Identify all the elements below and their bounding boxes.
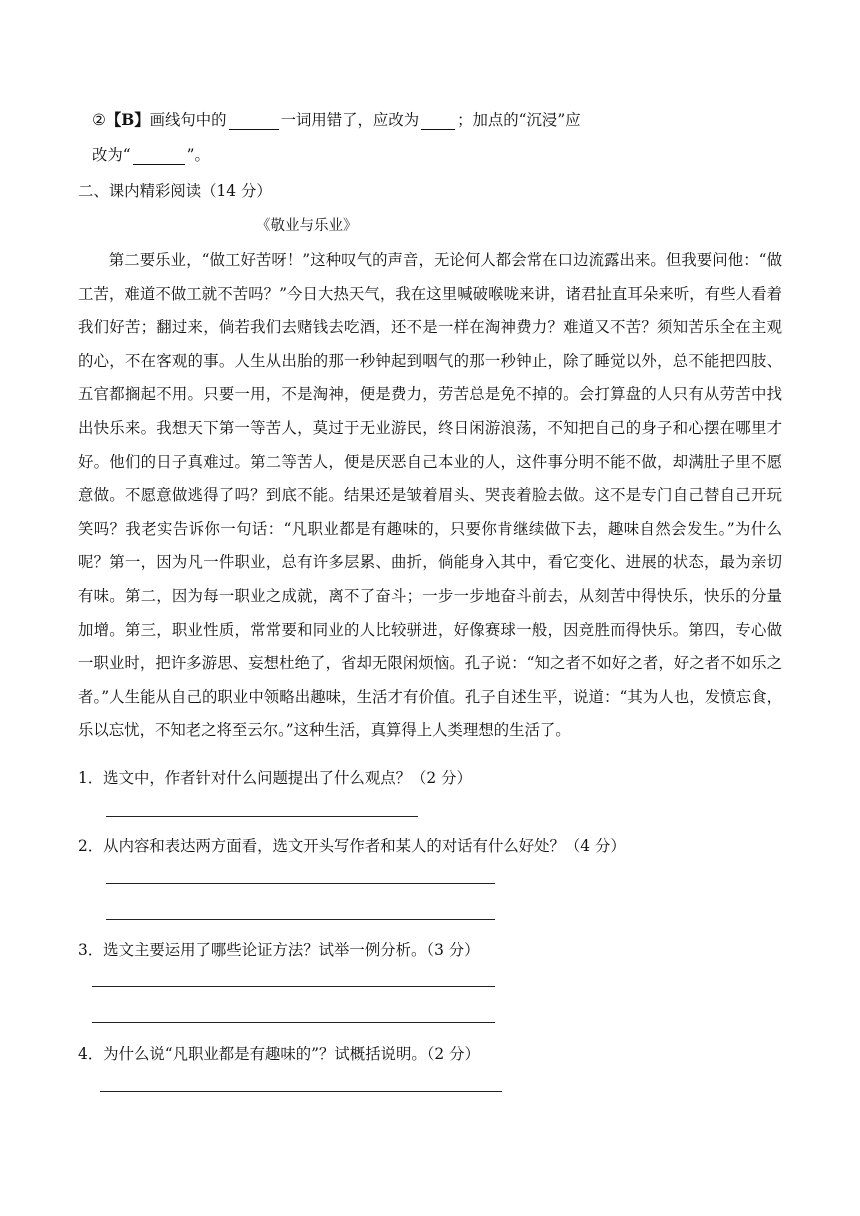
q2-line-2 (92, 143, 210, 165)
answer-line-q2-2[interactable] (106, 919, 495, 920)
question-2: 2．从内容和表达两方面看，选文开头写作者和某人的对话有什么好处？（4 分） (78, 837, 626, 855)
answer-line-q2-1[interactable] (106, 883, 495, 884)
q2-part2: 一词用错了，应改为 (280, 111, 420, 129)
q2-tag: 【B】 (105, 111, 150, 129)
answer-line-q1[interactable] (106, 816, 418, 817)
answer-line-q3-2[interactable] (92, 1022, 495, 1023)
answer-blank-2[interactable] (421, 113, 455, 130)
q2-line2-start: 改为“ (92, 146, 131, 164)
question-4: 4．为什么说“凡职业都是有趣味的”？试概括说明。（2 分） (78, 1045, 480, 1063)
q2-prefix: ② (92, 111, 106, 129)
answer-line-q4[interactable] (100, 1091, 502, 1092)
answer-blank-1[interactable] (229, 113, 279, 130)
q2-line2-end: ”。 (186, 146, 210, 164)
passage-title: 《敬业与乐业》 (256, 218, 358, 234)
question-1: 1．选文中，作者针对什么问题提出了什么观点？（2 分） (78, 769, 472, 787)
passage-body: 第二要乐业，“做工好苦呀！”这种叹气的声音，无论何人都会常在口边流露出来。但我要问他：“做工苦，难道不做工就不苦吗？”今日大热天气，我在这里喊破喉咙来讲，诸君扯直耳朵来听，有些人看着我们好苦；翻过来，倘若我们去赌钱去吃酒，还不是一样在淘神费力？难道又不苦？须知苦乐全在主观的心，不在客观的事。人生从出胎的那一秒钟起到咽气的那一秒钟止，除了睡觉以外，总不能把四肢、五官都搁起不用。只要一用，不是淘神，便是费力，劳苦总是免不掉的。会打算盘的人只有从劳苦中找出快乐来。我想天下第一等苦人，莫过于无业游民，终日闲游浪荡，不知把自己的身子和心摆在哪里才好。他们的日子真难过。第二等苦人，便是厌恶自己本业的人，这件事分明不能不做，却满肚子里不愿意做。不愿意做逃得了吗？到底不能。结果还是皱着眉头、哭丧着脸去做。这不是专门自己替自己开玩笑吗？我老实告诉你一句话：“凡职业都是有趣味的，只要你肯继续做下去，趣味自然会发生。”为什么呢？第一，因为凡一件职业，总有许多层累、曲折，倘能身入其中，看它变化、进展的状态，最为亲切有味。第二，因为每一职业之成就，离不了奋斗；一步一步地奋斗前去，从刻苦中得快乐，快乐的分量加增。第三，职业性质，常常要和同业的人比较骈进，好像赛球一般，因竞胜而得快乐。第四，专心做一职业时，把许多游思、妄想杜绝了，省却无限闲烦恼。孔子说：“知之者不如好之者，好之者不如乐之者。”人生能从自己的职业中领略出趣味，生活才有价值。孔子自述生平，说道：“其为人也，发愤忘食，乐以忘忧，不知老之将至云尔。”这种生活，真算得上人类理想的生活了。 (78, 251, 782, 740)
q2-part1: 画线句中的 (149, 111, 227, 129)
answer-blank-3[interactable] (133, 148, 185, 165)
question-3: 3．选文主要运用了哪些论证方法？试举一例分析。（3 分） (78, 941, 480, 959)
answer-line-q3-1[interactable] (92, 986, 495, 987)
section-heading: 二、课内精彩阅读（14 分） (78, 182, 272, 200)
q2-line-1 (92, 108, 581, 130)
q2-part3: ；加点的“沉浸”应 (457, 111, 581, 129)
